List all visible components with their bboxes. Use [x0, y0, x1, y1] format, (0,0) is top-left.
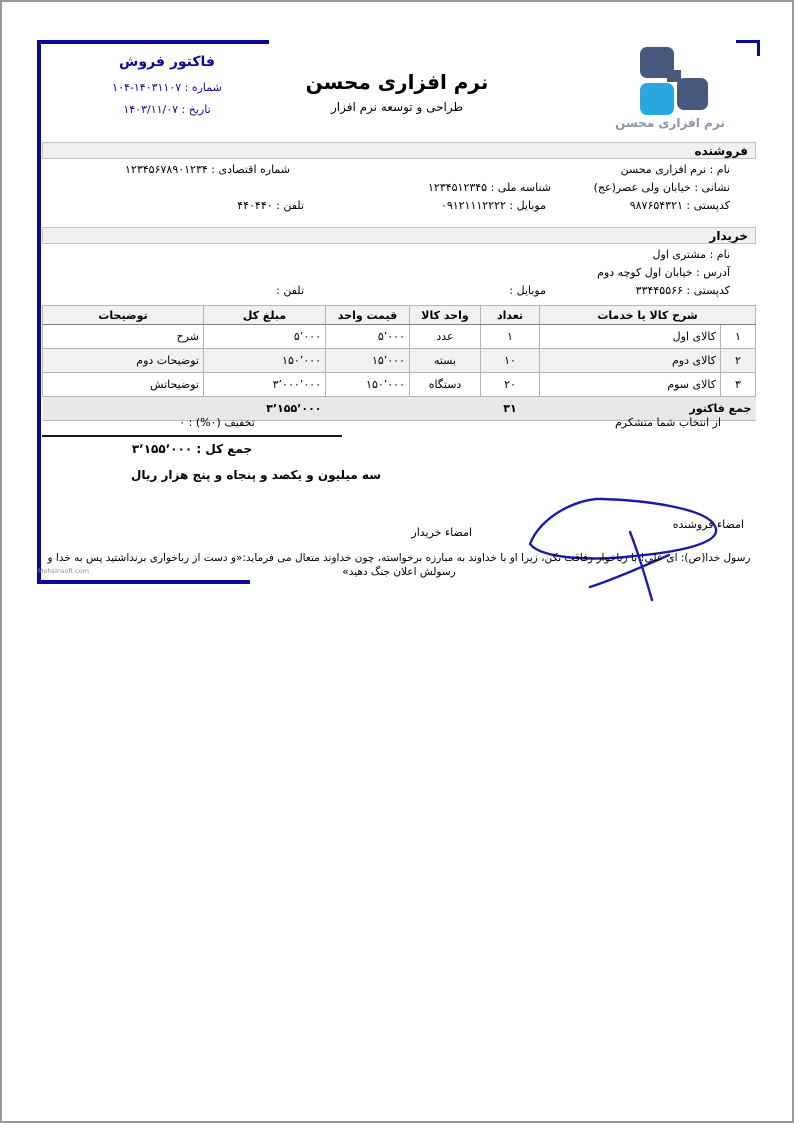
frame-corner-top-right-v: [757, 40, 760, 56]
buyer-signature-label: امضاء خریدار: [411, 526, 472, 539]
empty-cell: [326, 397, 410, 421]
seller-economic-code: شماره اقتصادی : ۱۲۳۴۵۶۷۸۹۰۱۲۳۴: [125, 163, 290, 176]
logo-square-light-icon: [640, 83, 674, 115]
col-header-notes: توضیحات: [43, 306, 204, 325]
seller-name: نام : نرم افزاری محسن: [620, 163, 730, 176]
row-description: کالای اول: [540, 325, 721, 349]
row-total: ۵٬۰۰۰: [204, 325, 326, 349]
row-unit-price: ۱۵۰٬۰۰۰: [326, 373, 410, 397]
col-header-unit-price: قیمت واحد: [326, 306, 410, 325]
row-unit: بسته: [410, 349, 481, 373]
buyer-section-header: خریدار: [42, 227, 756, 244]
seller-address: نشانی : خیابان ولی عصر(عج): [593, 181, 730, 194]
items-table: [42, 305, 756, 421]
col-header-total: مبلغ کل: [204, 306, 326, 325]
buyer-postal-code: کدپستی : ۳۳۴۴۵۵۶۶: [635, 284, 730, 297]
row-number: ۳: [721, 373, 756, 397]
logo-caption: نرم افزاری محسن: [615, 116, 725, 130]
row-description: کالای دوم: [540, 349, 721, 373]
buyer-address: آدرس : خیابان اول کوچه دوم: [597, 266, 730, 279]
seller-phone: تلفن : ۴۴۰۴۴۰: [237, 199, 304, 212]
row-quantity: ۲۰: [481, 373, 540, 397]
row-total: ۱۵۰٬۰۰۰: [204, 349, 326, 373]
row-notes: توضیحاتش: [43, 373, 204, 397]
frame-top-line: [38, 40, 269, 44]
table-row: [43, 373, 756, 397]
table-row: [43, 325, 756, 349]
row-description: کالای سوم: [540, 373, 721, 397]
row-unit-price: ۵٬۰۰۰: [326, 325, 410, 349]
buyer-phone: تلفن :: [276, 284, 304, 297]
row-number: ۱: [721, 325, 756, 349]
col-header-unit: واحد کالا: [410, 306, 481, 325]
invoice-type-title: فاکتور فروش: [119, 54, 215, 70]
col-header-description: شرح کالا یا خدمات: [540, 306, 756, 325]
col-header-quantity: تعداد: [481, 306, 540, 325]
invoice-sum-label: جمع فاکتور: [540, 397, 756, 421]
row-notes: توضیحات دوم: [43, 349, 204, 373]
row-quantity: ۱: [481, 325, 540, 349]
row-unit: دستگاه: [410, 373, 481, 397]
summary-divider: [42, 435, 342, 437]
amount-in-words: سه میلیون و یکصد و پنجاه و پنج هزار ریال: [130, 468, 382, 482]
invoice-date: تاریخ : ۱۴۰۳/۱۱/۰۷: [123, 103, 211, 116]
row-unit: عدد: [410, 325, 481, 349]
logo-square-top-icon: [640, 47, 674, 78]
signature-scribble: [472, 482, 732, 617]
footer-quote: رسول خدا(ص): ای علی! با رباخوار رفاقت نکن، زیرا او با خداوند به مبارزه برخواسته، چون خداوند متعال می فرماید:«و دست از رباخواری برنداشتید پس به خدا و رسولش اعلان جنگ دهید»: [47, 552, 751, 578]
quantity-sum: ۳۱: [481, 397, 540, 421]
table-row: [43, 349, 756, 373]
watermark-text: Mohsinsoft.com: [38, 567, 90, 575]
company-tagline: طراحی و توسعه نرم افزار: [330, 100, 463, 114]
row-notes: شرح: [43, 325, 204, 349]
buyer-name: نام : مشتری اول: [652, 248, 730, 261]
seller-mobile: موبایل : ۰۹۱۲۱۱۱۲۲۲۲: [440, 199, 546, 212]
discount-line: تخفیف (۰%) : ۰: [179, 416, 255, 429]
seller-national-id: شناسه ملی : ۱۲۳۴۵۱۲۳۴۵: [428, 181, 551, 194]
row-number: ۲: [721, 349, 756, 373]
total-sum: ۳٬۱۵۵٬۰۰۰: [204, 397, 326, 421]
buyer-mobile: موبایل :: [509, 284, 546, 297]
grand-total-line: جمع کل : ۳٬۱۵۵٬۰۰۰: [131, 442, 253, 456]
thank-you-note: از انتخاب شما متشکرم: [614, 416, 721, 429]
frame-left-line: [37, 40, 41, 584]
row-quantity: ۱۰: [481, 349, 540, 373]
company-name-title: نرم افزاری محسن: [305, 70, 489, 94]
row-unit-price: ۱۵٬۰۰۰: [326, 349, 410, 373]
empty-cell: [410, 397, 481, 421]
seller-postal-code: کدپستی : ۹۸۷۶۵۴۳۲۱: [629, 199, 730, 212]
row-total: ۳٬۰۰۰٬۰۰۰: [204, 373, 326, 397]
items-table-header-row: [43, 306, 756, 325]
logo-square-right-icon: [677, 78, 708, 110]
invoice-number: شماره : ۱۴۰۳۱۱۰۷-۱۰۴: [112, 81, 222, 94]
seller-section-header: فروشنده: [42, 142, 756, 159]
seller-signature-label: امضاء فروشنده: [672, 518, 744, 531]
frame-bottom-line: [38, 580, 250, 584]
